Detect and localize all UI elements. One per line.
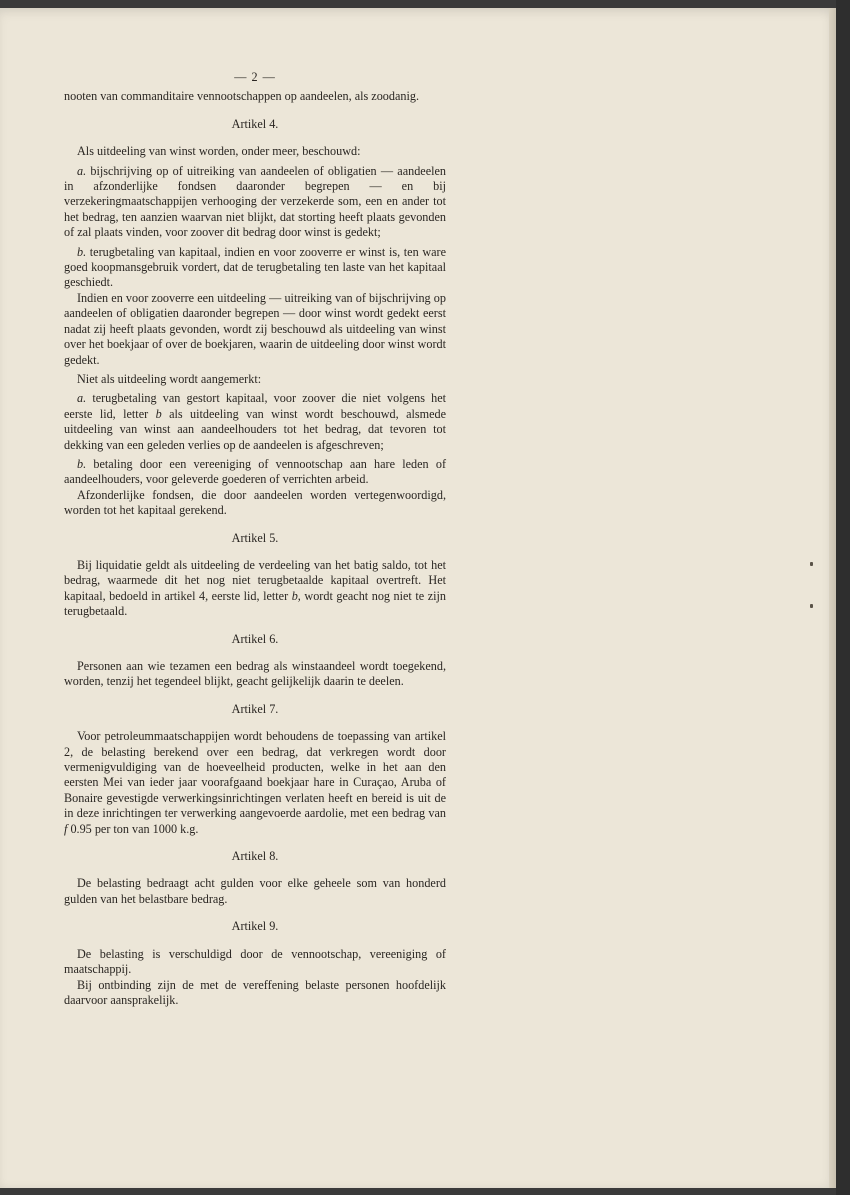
scan-speck — [810, 604, 813, 608]
article-9-paragraph-2: Bij ontbinding zijn de met de vereffening belaste personen hoofdelijk daarvoor aansprakelijk. — [64, 977, 446, 1007]
article-4-paragraph-2: Indien en voor zooverre een uitdeeling — uitreiking van of bijschrijving op aandeelen of obligatien daaronder begrepen — door winst wordt gedekt eerst nadat zij heeft plaats gevonden, wordt zij beschouwd als uitdeeling van winst over het boekjaar of over de boekjaren, waarin de uitdeeling door winst wordt gedekt. — [64, 290, 446, 367]
article-text: 0.95 per ton van 1000 k.g. — [67, 821, 199, 836]
letter-ref: b — [155, 406, 162, 421]
item-text: bijschrijving op of uitreiking van aandeelen of obligatien — aandeelen in afzonderlijke fondsen daaronder begrepen — en bij verzekeringmaatschappijen verhooging der verzekerde som, een en ander tot het bedrag, ten aanzien waarvan niet blijkt, dat storting heeft plaats gevonden of zal plaats vinden, voor zoover dit bedrag door winst is gedekt; — [64, 163, 446, 240]
item-letter: b. — [77, 456, 87, 471]
article-6-text: Personen aan wie tezamen een bedrag als winstaandeel wordt toegekend, worden, tenzij het tegendeel blijkt, geacht gelijkelijk daarin te deelen. — [64, 659, 446, 689]
item-letter: b. — [77, 244, 87, 259]
article-4-paragraph-1: Als uitdeeling van winst worden, onder meer, beschouwd: — [77, 144, 361, 159]
item-letter: a. — [77, 163, 87, 178]
currency-symbol: f — [64, 821, 68, 836]
article-4-item-a — [64, 164, 446, 241]
text-column — [64, 70, 446, 1008]
scan-edge — [836, 0, 850, 1195]
letter-ref: b — [291, 588, 298, 603]
article-9-paragraph-1: De belasting is verschuldigd door de vennootschap, vereeniging of maatschappij. — [64, 946, 446, 977]
article-7-heading: Artikel 7. — [231, 701, 279, 716]
article-5-heading: Artikel 5. — [231, 530, 279, 545]
article-4-item-b — [64, 245, 446, 291]
item-text: betaling door een vereeniging of vennootschap aan hare leden of aandeelhouders, voor geleverde goederen of verrichten arbeid. — [64, 456, 447, 487]
item-letter: a. — [77, 391, 87, 406]
page-fold — [829, 8, 836, 1188]
article-4-item-b2 — [64, 457, 446, 488]
article-5-text — [64, 558, 446, 620]
article-8-heading: Artikel 8. — [231, 849, 279, 864]
page-number: — 2 — — [234, 70, 276, 84]
article-4-heading: Artikel 4. — [231, 116, 279, 131]
scan-speck — [810, 562, 813, 566]
item-text: terugbetaling van kapitaal, indien en voor zooverre er winst is, ten ware goed koopmansgebruik vordert, dat de terugbetaling ten laste van het kapitaal geschiedt. — [64, 244, 447, 290]
article-text: Voor petroleummaatschappijen wordt behoudens de toepassing van artikel 2, de belasting berekend over een bedrag, dat verkregen wordt door vermenigvuldiging van de hoeveelheid producten, welke in het aan den eersten Mei van ieder jaar voorafgaand boekjaar hare in Curaçao, Aruba of Bonaire gevestigde verwerkingsinrichtingen verlaten heeft en bereid is uit de in deze inrichtingen ter verwerking aangevoerde aardolie, met een bedrag van — [64, 729, 446, 821]
article-6-heading: Artikel 6. — [231, 631, 279, 646]
article-8-text: De belasting bedraagt acht gulden voor elke geheele som van honderd gulden van het belastbare bedrag. — [64, 876, 446, 906]
intro-paragraph: nooten van commanditaire vennootschappen op aandeelen, als zoodanig. — [64, 89, 420, 104]
article-4-item-a2 — [64, 391, 446, 453]
article-9-heading: Artikel 9. — [231, 919, 279, 934]
article-4-paragraph-4: Afzonderlijke fondsen, die door aandeelen worden vertegenwoordigd, worden tot het kapitaal gerekend. — [64, 487, 446, 518]
item-text: terugbetaling van gestort kapitaal, voor zoover die niet volgens het eerste lid, letter — [64, 391, 446, 421]
article-text: Bij liquidatie geldt als uitdeeling de verdeeling van het batig saldo, tot het bedrag, waarmede dit het nog niet terugbetaalde kapitaal overtreft. Het kapitaal, bedoeld in artikel 4, eerste lid, letter — [64, 557, 446, 603]
article-7-text — [64, 729, 446, 837]
article-4-paragraph-3: Niet als uitdeeling wordt aangemerkt: — [77, 371, 262, 386]
item-text: als uitdeeling van winst wordt beschouwd, alsmede uitdeeling van winst aan aandeelhouders tot het bedrag, dat tevoren tot dekking van een geleden verlies op de aandeelen is afgeschreven; — [64, 406, 446, 452]
article-text: , wordt geacht nog niet te zijn terugbetaald. — [64, 588, 446, 619]
